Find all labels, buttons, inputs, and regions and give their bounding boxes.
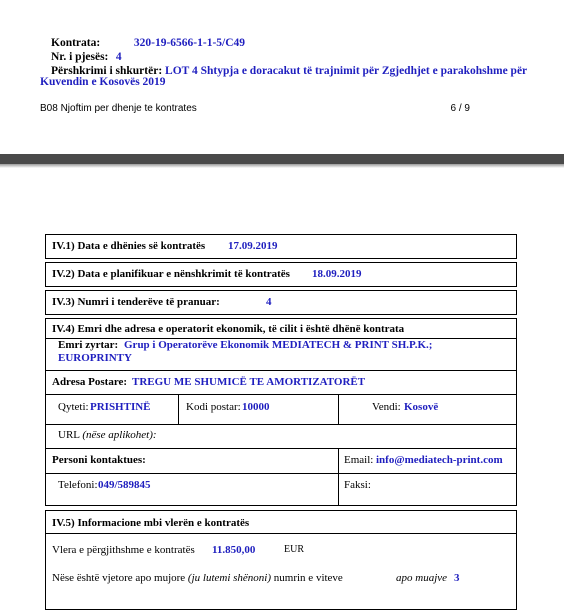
url-note: (nëse aplikohet):	[82, 429, 157, 441]
contract-value: 320-19-6566-1-1-5/C49	[133, 37, 246, 49]
description-value: LOT 4 Shtypja e doracakut të trajnimit për Zgjedhjet e parakohshme për	[165, 65, 528, 77]
section-iv2-label: IV.2) Data e planifikuar e nënshkrimit të kontratës	[52, 268, 290, 280]
official-name-value-continued: EUROPRINTY	[58, 352, 132, 364]
divider	[338, 394, 339, 424]
duration-text-a: Nëse është vjetore apo mujore	[52, 572, 186, 584]
section-iv3-value: 4	[266, 296, 272, 308]
duration-text	[52, 572, 343, 584]
months-label: apo muajve	[396, 572, 448, 584]
phone-value: 049/589845	[98, 479, 151, 491]
country-label: Vendi:	[372, 401, 401, 413]
postal-address-value: TREGU ME SHUMICË TE AMORTIZATORËT	[132, 376, 366, 388]
description-label: Përshkrimi i shkurtër:	[51, 65, 163, 77]
email-value: info@mediatech-print.com	[376, 454, 503, 466]
page-footer	[40, 103, 470, 114]
form-label: B08 Njoftim per dhenje te kontrates	[40, 103, 197, 114]
part-value: 4	[115, 51, 122, 63]
official-name-label: Emri zyrtar:	[58, 339, 119, 351]
total-value-label: Vlera e përgjithshme e kontratës	[52, 544, 195, 556]
fax-label: Faksi:	[344, 479, 371, 491]
total-value: 11.850,00	[212, 544, 256, 556]
section-iv3-box	[45, 290, 517, 315]
section-iv5-label: IV.5) Informacione mbi vlerën e kontratës	[52, 517, 250, 529]
divider	[46, 394, 516, 395]
section-iv3-label: IV.3) Numri i tenderëve të pranuar:	[52, 296, 220, 308]
contract-row	[51, 36, 527, 50]
part-label: Nr. i pjesës:	[51, 51, 109, 63]
divider	[46, 448, 516, 449]
duration-note: (ju lutemi shënoni)	[187, 572, 272, 584]
postal-address-label: Adresa Postare:	[52, 376, 128, 388]
divider	[338, 448, 339, 506]
currency-label: EUR	[284, 544, 304, 555]
contact-person-label: Personi kontaktues:	[52, 454, 146, 466]
part-row	[51, 50, 527, 64]
page-shadow	[0, 164, 564, 168]
duration-text-b: numrin e viteve	[273, 572, 343, 584]
section-iv1-value: 17.09.2019	[228, 240, 278, 252]
divider	[46, 424, 516, 425]
section-iv4-label: IV.4) Emri dhe adresa e operatorit ekonomik, të cilit i është dhënë kontrata	[52, 323, 405, 335]
contract-label: Kontrata:	[51, 37, 101, 49]
section-iv4-box	[45, 318, 517, 506]
postal-code-value: 10000	[242, 401, 270, 413]
country-value: Kosovë	[404, 401, 439, 413]
phone-label: Telefoni:	[58, 479, 98, 491]
description-value-continued: Kuvendin e Kosovës 2019	[40, 76, 166, 88]
divider	[46, 473, 516, 474]
divider	[178, 394, 179, 424]
postal-code-label: Kodi postar:	[186, 401, 241, 413]
divider	[46, 533, 516, 534]
divider	[46, 370, 516, 371]
city-value: PRISHTINË	[90, 401, 151, 413]
url-label-text: URL	[58, 429, 80, 441]
page-separator	[0, 154, 564, 164]
page-number: 6 / 9	[450, 103, 470, 114]
section-iv1-label: IV.1) Data e dhënies së kontratës	[52, 240, 206, 252]
official-name-value: Grup i Operatorëve Ekonomik MEDIATECH & PRINT SH.P.K.;	[124, 339, 433, 351]
section-iv5-box	[45, 510, 517, 610]
months-value: 3	[454, 572, 460, 584]
section-iv2-box	[45, 262, 517, 287]
section-iv2-value: 18.09.2019	[312, 268, 362, 280]
section-iv1-box	[45, 234, 517, 259]
document-header	[51, 36, 527, 78]
city-label: Qyteti:	[58, 401, 89, 413]
url-label	[58, 429, 157, 441]
email-label: Email:	[344, 454, 374, 466]
